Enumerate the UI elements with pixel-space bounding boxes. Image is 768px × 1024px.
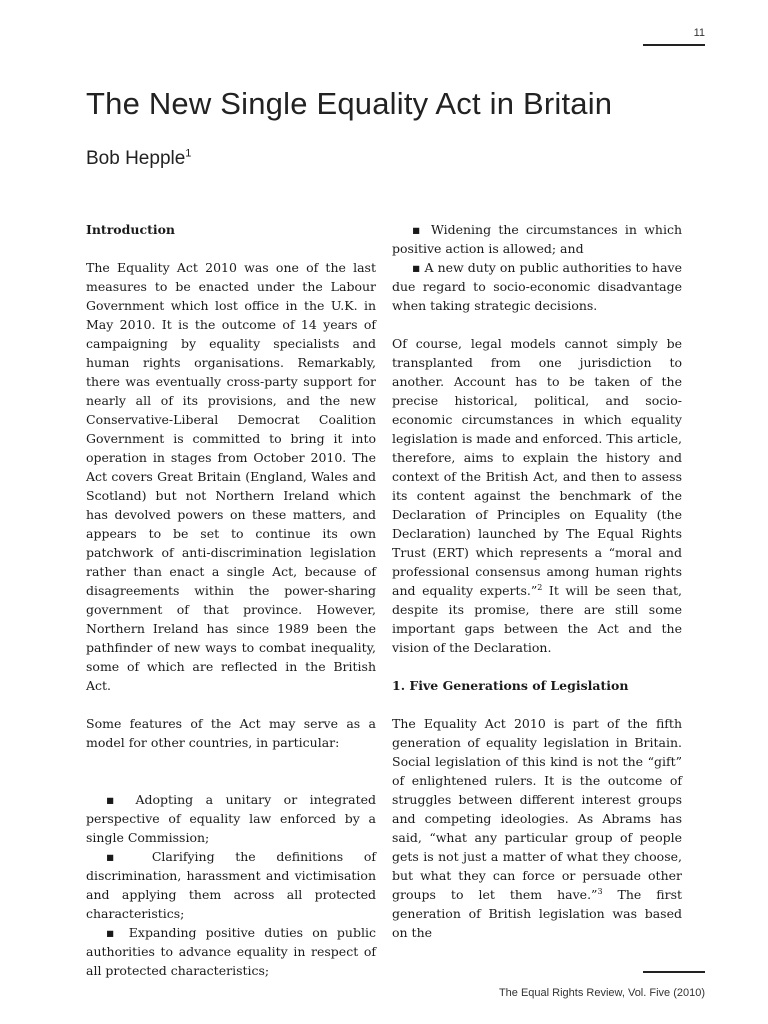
article-title: The New Single Equality Act in Britain: [86, 86, 613, 121]
bottom-rule: [643, 971, 705, 973]
left-column: [86, 220, 376, 980]
feature-bullet-5: ▪ A new duty on public authorities to have due regard to socio-economic disadvantage when taking strategic decisions.: [392, 260, 682, 313]
section-1-heading: 1. Five Generations of Legislation: [392, 678, 629, 693]
section-1-paragraph: [392, 714, 682, 942]
footnote-ref-2[interactable]: 2: [537, 582, 543, 592]
intro-paragraph-2: Some features of the Act may serve as a model for other countries, in particular:: [86, 716, 376, 750]
context-paragraph-text: Of course, legal models cannot simply be transplanted from one jurisdiction to another. Account has to be taken of the precise historical, political, and socio-economic circumstances in which equality legislation is made and enforced. This article, therefore, aims to explain the history and context of the British Act, and then to assess its content against the benchmark of the Declaration of Principles on Equality (the Declaration) launched by The Equal Rights Trust (ERT) which represents a “moral and professional consensus among human rights and equality experts.”: [392, 336, 682, 598]
feature-bullet-2: ▪ Clarifying the definitions of discrimination, harassment and victimisation and applying them across all protected characteristics;: [86, 849, 376, 921]
author-line: [86, 148, 191, 170]
author-footnote-ref[interactable]: 1: [185, 147, 192, 160]
page-number: 11: [693, 27, 705, 39]
section-1-paragraph-tail: The first generation of British legislation was based on the: [392, 887, 683, 940]
intro-paragraph-1: The Equality Act 2010 was one of the last measures to be enacted under the Labour Government which lost office in the U.K. in May 2010. It is the outcome of 14 years of campaigning by equality specialists and human rights organisations. Remarkably, there was eventually cross-party support for nearly all of its provisions, and the new Conservative-Liberal Democrat Coalition Government is committed to bring it into operation in stages from October 2010. The Act covers Great Britain (England, Wales and Scotland) but not Northern Ireland which has devolved powers on these matters, and appears to be set to continue its own patchwork of anti-discrimination legislation rather than enact a single Act, because of disagreements within the power-sharing government of that province. However, Northern Ireland has since 1989 been the pathfinder of new ways to combat inequality, some of which are reflected in the British Act.: [86, 260, 376, 693]
feature-bullet-4: ▪ Widening the circumstances in which positive action is allowed; and: [392, 222, 682, 256]
top-rule: [643, 44, 705, 46]
author-name: Bob Hepple: [86, 148, 186, 169]
feature-bullet-1: ▪ Adopting a unitary or integrated perspective of equality law enforced by a single Commission;: [86, 792, 376, 845]
context-paragraph-tail: It will be seen that, despite its promise, there are still some important gaps between the Act and the vision of the Declaration.: [392, 583, 683, 655]
footnote-ref-3[interactable]: 3: [597, 886, 603, 896]
section-1-paragraph-text: The Equality Act 2010 is part of the fifth generation of equality legislation in Britain. Social legislation of this kind is not the “gift” of enlightened rulers. It is the outcome of struggles between different interest groups and competing ideologies. As Abrams has said, “what any particular group of people gets is not just a matter of what they choose, but what they can force or persuade other groups to let them have.”: [392, 716, 682, 902]
introduction-heading: Introduction: [86, 222, 176, 237]
context-paragraph: [392, 334, 682, 657]
right-column: [392, 220, 682, 961]
feature-bullet-3: ▪ Expanding positive duties on public authorities to advance equality in respect of all protected characteristics;: [86, 925, 376, 978]
journal-footer: The Equal Rights Review, Vol. Five (2010): [498, 987, 705, 999]
